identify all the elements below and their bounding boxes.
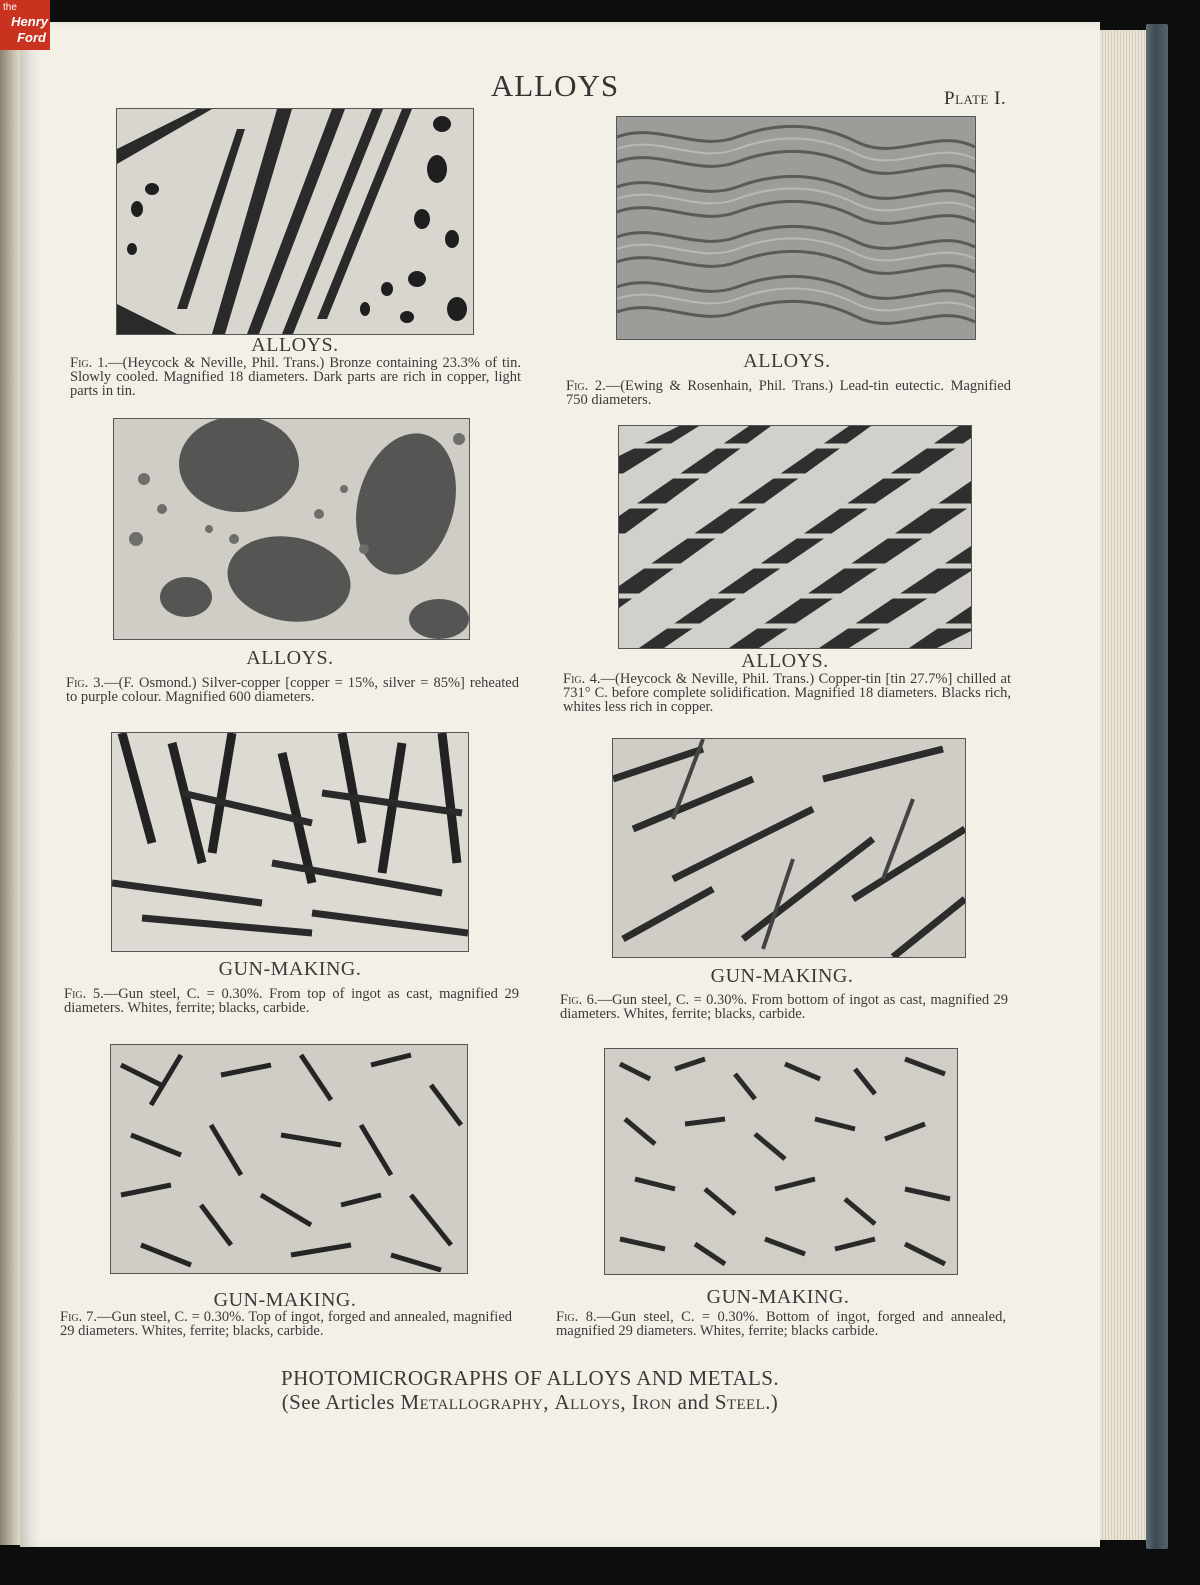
fig-8-number: Fig. 8. — [556, 1309, 597, 1325]
fig-6-number: Fig. 6. — [560, 992, 598, 1008]
fig-1-photo — [116, 108, 474, 335]
fig-2-text: —(Ewing & Rosenhain, Phil. Trans.) Lead-tin eutectic. Magnified 750 diameters. — [566, 378, 1011, 408]
logo-line-2: Ford — [17, 30, 46, 45]
fig-7-section-label: GUN-MAKING. — [213, 1289, 357, 1311]
fig-5-caption — [64, 987, 519, 1015]
fig-7-number: Fig. 7. — [60, 1309, 98, 1325]
fig-5-photo — [111, 732, 469, 952]
ref-iron: Iron — [631, 1390, 672, 1414]
page-title: ALLOYS — [490, 68, 620, 103]
fig-8-text: —Gun steel, C. = 0.30%. Bottom of ingot, forged and annealed, magnified 29 diameters. Whites, ferrite; blacks carbide. — [556, 1309, 1006, 1339]
fig-3-text: —(F. Osmond.) Silver-copper [copper = 15%, silver = 85%] reheated to purple colour. Magnified 600 diameters. — [66, 675, 519, 705]
fig-3-photo — [113, 418, 470, 640]
fig-8-photo — [604, 1048, 958, 1275]
footer-and: and — [671, 1390, 715, 1414]
henry-ford-logo — [0, 0, 50, 50]
fig-7-photo — [110, 1044, 468, 1274]
logo-prefix: the — [3, 2, 17, 13]
fig-3-section-label: ALLOYS. — [246, 647, 334, 669]
fig-6-caption — [560, 993, 1008, 1021]
fig-7-text: —Gun steel, C. = 0.30%. Top of ingot, forged and annealed, magnified 29 diameters. Whites, ferrite; blacks, carbide. — [60, 1309, 513, 1339]
plate-footer-references — [0, 1390, 1060, 1415]
fig-8-caption — [556, 1310, 1006, 1338]
fig-3-number: Fig. 3. — [66, 675, 105, 691]
fig-4-section-label: ALLOYS. — [741, 650, 829, 672]
book-cover-right — [1146, 24, 1168, 1549]
fig-6-section-label: GUN-MAKING. — [710, 965, 854, 987]
fig-4-photo — [618, 425, 972, 649]
footer-sep-2: , — [620, 1390, 632, 1414]
plate-number: Plate I. — [944, 88, 1007, 109]
book-binding-left — [0, 20, 22, 1545]
fig-2-section-label: ALLOYS. — [743, 350, 831, 372]
fig-2-caption — [566, 379, 1011, 407]
fig-1-text: —(Heycock & Neville, Phil. Trans.) Bronze containing 23.3% of tin. Slowly cooled. Magnified 18 diameters. Dark parts are rich in copper, light parts in tin. — [70, 355, 521, 399]
fig-2-photo — [616, 116, 976, 340]
fig-3-caption — [66, 676, 519, 704]
fig-1-section-label: ALLOYS. — [251, 334, 339, 356]
fig-1-number: Fig. 1. — [70, 355, 109, 371]
fig-1-caption — [70, 356, 521, 398]
fig-4-text: —(Heycock & Neville, Phil. Trans.) Copper-tin [tin 27.7%] chilled at 731° C. before complete solidification. Magnified 18 diameters. Blacks rich, whites less rich in copper. — [563, 671, 1011, 715]
fig-5-text: —Gun steel, C. = 0.30%. From top of ingot as cast, magnified 29 diameters. Whites, ferrite; blacks, carbide. — [64, 986, 519, 1016]
logo-line-1: Henry — [11, 14, 48, 29]
fig-8-section-label: GUN-MAKING. — [706, 1286, 850, 1308]
ref-alloys: Alloys — [554, 1390, 621, 1414]
fig-6-photo — [612, 738, 966, 958]
footer-close: .) — [765, 1390, 779, 1414]
fig-2-number: Fig. 2. — [566, 378, 606, 394]
footer-sep-1: , — [543, 1390, 555, 1414]
fig-5-section-label: GUN-MAKING. — [218, 958, 362, 980]
fig-6-text: —Gun steel, C. = 0.30%. From bottom of ingot as cast, magnified 29 diameters. Whites, ferrite; blacks, carbide. — [560, 992, 1008, 1022]
footer-open: (See Articles — [281, 1390, 401, 1414]
fig-7-caption — [60, 1310, 512, 1338]
fig-4-caption — [563, 672, 1011, 714]
fig-5-number: Fig. 5. — [64, 986, 104, 1002]
plate-footer-title: PHOTOMICROGRAPHS OF ALLOYS AND METALS. — [281, 1366, 779, 1390]
ref-steel: Steel — [714, 1390, 766, 1414]
fig-4-number: Fig. 4. — [563, 671, 601, 687]
ref-metallography: Metallography — [400, 1390, 544, 1414]
